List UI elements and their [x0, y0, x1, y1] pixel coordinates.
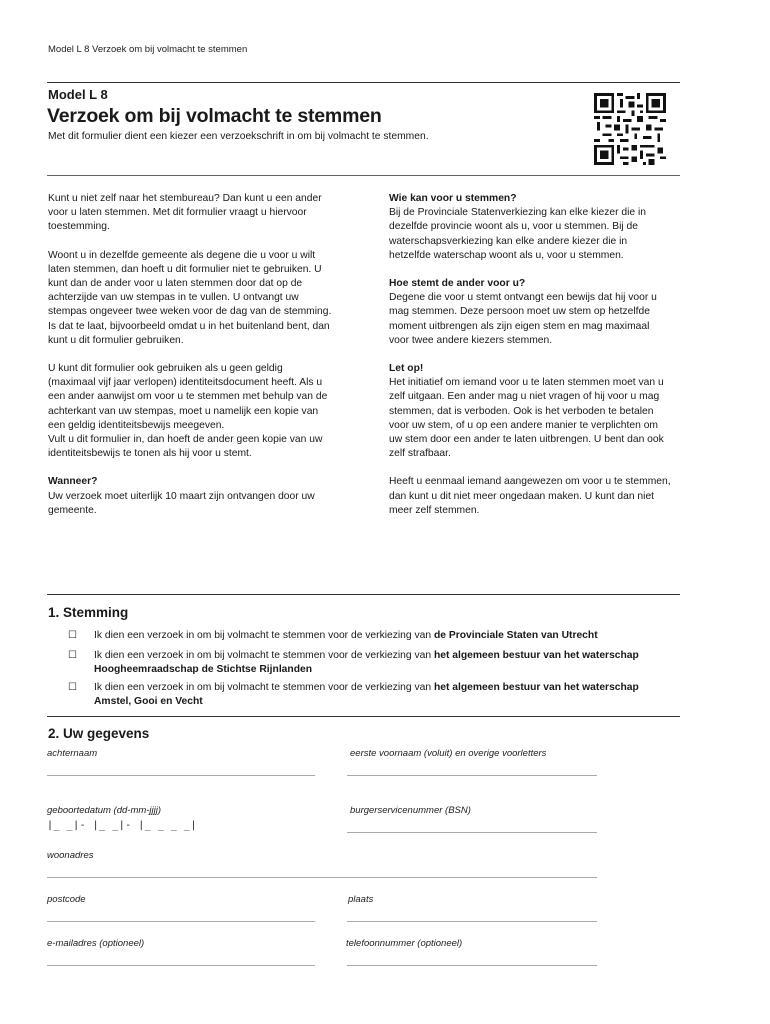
email-input[interactable] [47, 965, 315, 966]
city-input[interactable] [347, 921, 597, 922]
surname-label: achternaam [47, 748, 98, 759]
who-heading: Wie kan voor u stemmen? [389, 193, 517, 204]
intro-divider [47, 175, 680, 176]
when-heading: Wanneer? [48, 476, 98, 488]
note-text: Het initiatief om iemand voor u te laten stemmen moet van u zelf uitgaan. Een ander mag u niet vragen of hij voor u mag stemmen, dat is verboden. Ook is het verboden te betalen voor uw stem, of u op een andere manier te verplichten om uw stem door een ander te laten uitbrengen. U bent dan ook zelf strafbaar. [389, 377, 664, 460]
phone-label: telefoonnummer (optioneel) [346, 938, 463, 949]
how-heading: Hoe stemt de ander voor u? [389, 278, 526, 290]
page-subtitle: Met dit formulier dient een kiezer een verzoekschrift in om bij volmacht te stemmen. [48, 131, 429, 142]
surname-input[interactable] [47, 775, 315, 776]
who-text: Bij de Provinciale Statenverkiezing kan elke kiezer die in dezelfde provincie woont als u, voor u stemmen. Bij de waterschapsverkiezing kan elke andere kiezer die in hetzelfde waterschap woont als u, voor u stemmen. [389, 207, 646, 261]
option-label: Ik dien een verzoek in om bij volmacht te stemmen voor de verkiezing van het algemeen bestuur van het waterschap Amstel, Gooi en Vecht [94, 682, 639, 707]
checkbox[interactable]: ☐ [68, 650, 77, 661]
first-names-label: eerste voornaam (voluit) en overige voorletters [350, 748, 547, 759]
option-label: Ik dien een verzoek in om bij volmacht te stemmen voor de verkiezing van het algemeen bestuur van het waterschap Hoogheemraadschap de Stichtse Rijnlanden [94, 650, 639, 675]
bsn-input[interactable] [347, 832, 597, 833]
how-text: Degene die voor u stemt ontvangt een bewijs dat hij voor u mag stemmen. Deze persoon moet uw stem op hetzelfde moment uitbrengen als zijn eigen stem en mag maximaal voor twee andere kiezers stemmen. [389, 292, 657, 346]
note-heading: Let op! [389, 363, 424, 375]
first-names-input[interactable] [347, 775, 597, 776]
model-label: Model L 8 [48, 87, 108, 102]
intro-left-column [48, 192, 333, 532]
qr-code-icon [592, 93, 668, 165]
running-header: Model L 8 Verzoek om bij volmacht te stemmen [48, 44, 248, 55]
section2-title: 2. Uw gegevens [48, 726, 150, 741]
birthdate-label: geboortedatum (dd-mm-jjjj) [47, 805, 162, 816]
checkbox[interactable]: ☐ [68, 630, 77, 641]
final-text: Heeft u eenmaal iemand aangewezen om voor u te stemmen, dan kunt u dit niet meer ongedaan maken. U kunt dan niet meer zelf stemmen. [389, 476, 671, 516]
postcode-input[interactable] [47, 921, 315, 922]
intro-paragraph: U kunt dit formulier ook gebruiken als u geen geldig (maximaal vijf jaar verlopen) identiteitsdocument heeft. Als u een ander aanwijst om voor u te stemmen met behulp van de achterkant van uw stempas, moet u namelijk een kopie van een geldig identiteitsbewijs meegeven. [48, 363, 328, 431]
when-text: Uw verzoek moet uiterlijk 10 maart zijn ontvangen door uw gemeente. [48, 490, 315, 516]
email-label: e-mailadres (optioneel) [47, 938, 145, 949]
address-label: woonadres [47, 850, 94, 861]
option-label: Ik dien een verzoek in om bij volmacht te stemmen voor de verkiezing van de Provinciale Staten van Utrecht [94, 630, 598, 641]
address-input[interactable] [47, 877, 597, 878]
phone-input[interactable] [347, 965, 597, 966]
intro-paragraph: Vult u dit formulier in, dan hoeft de ander geen kopie van uw identiteitsbewijs te tonen als hij voor u stemt. [48, 434, 323, 460]
checkbox[interactable]: ☐ [68, 682, 77, 693]
page-title: Verzoek om bij volmacht te stemmen [47, 105, 382, 127]
postcode-label: postcode [47, 894, 86, 905]
section1-title: 1. Stemming [48, 605, 129, 620]
city-label: plaats [348, 894, 374, 905]
intro-paragraph: Woont u in dezelfde gemeente als degene die u voor u wilt laten stemmen, dan hoeft u dit formulier niet te gebruiken. U kunt dan de ander voor u laten stemmen door dat op de achterzijde van uw stempas in te vullen. U ontvangt uw stempas ongeveer twee weken voor de dag van de stemming. Is dat te laat, bijvoorbeeld omdat u in het buitenland bent, dan kunt u dit formulier gebruiken. [48, 249, 332, 346]
birthdate-input[interactable]: |_ _|- |_ _|- |_ _ _ _| [47, 820, 197, 831]
intro-right-column [389, 192, 671, 532]
section1-divider [47, 594, 680, 595]
header-divider [47, 82, 680, 83]
intro-paragraph: Kunt u niet zelf naar het stembureau? Dan kunt u een ander voor u laten stemmen. Met dit formulier vraagt u hiervoor toestemming. [48, 193, 322, 233]
section2-divider [47, 716, 680, 717]
bsn-label: burgerservicenummer (BSN) [350, 805, 471, 816]
